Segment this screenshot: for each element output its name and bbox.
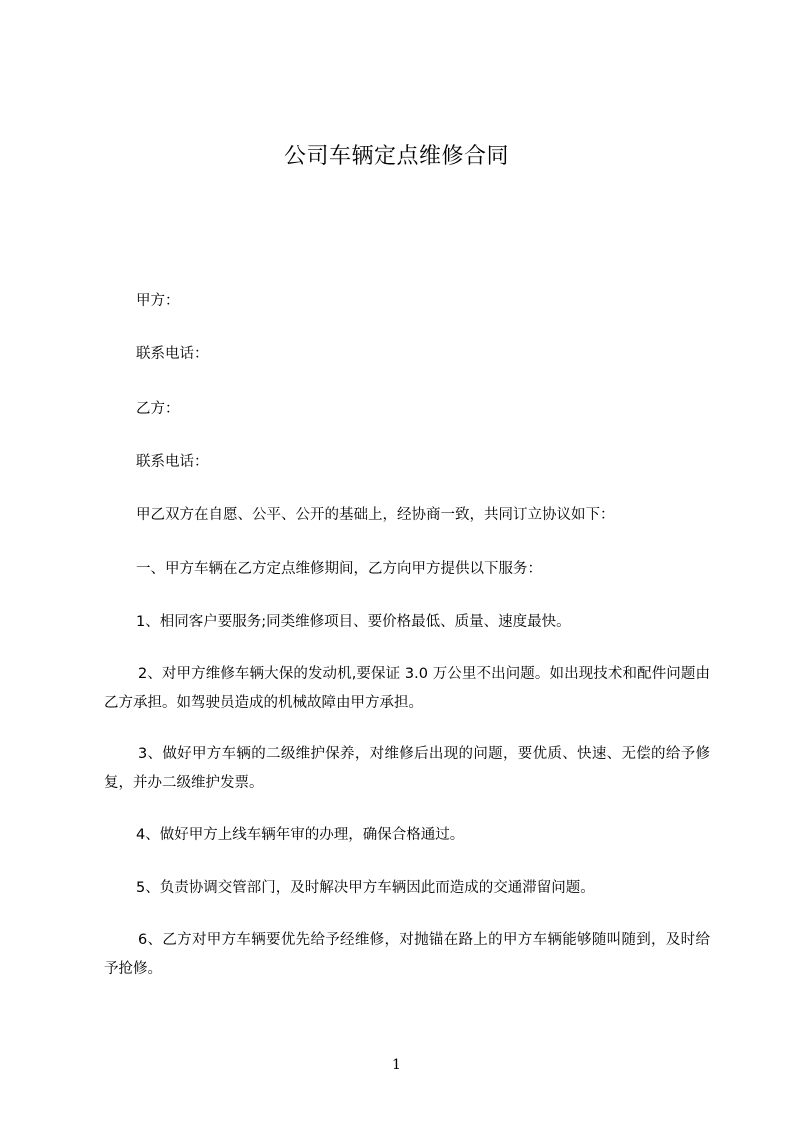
page-number: 1 — [392, 1057, 401, 1073]
party-a-label: 甲方： — [136, 293, 180, 309]
section-1-heading: 一、甲方车辆在乙方定点维修期间，乙方向甲方提供以下服务： — [136, 561, 542, 577]
preamble: 甲乙双方在自愿、公平、公开的基础上，经协商一致，共同订立协议如下： — [136, 507, 615, 523]
clause-4: 4、做好甲方上线车辆年审的办理，确保合格通过。 — [136, 827, 465, 843]
party-b-label: 乙方： — [136, 401, 180, 417]
clause-5: 5、负责协调交管部门，及时解决甲方车辆因此而造成的交通滞留问题。 — [136, 880, 595, 896]
clause-1: 1、相同客户要服务;同类维修项目、要价格最低、质量、速度最快。 — [136, 614, 571, 630]
clause-2: 2、对甲方维修车辆大保的发动机,要保证 3.0 万公里不出问题。如出现技术和配件问题由乙方承担。如驾驶员造成的机械故障由甲方承担。 — [104, 666, 710, 711]
party-b-phone-label: 联系电话： — [136, 454, 209, 470]
clause-6: 6、乙方对甲方车辆要优先给予经维修，对抛锚在路上的甲方车辆能够随叫随到，及时给予抢修。 — [104, 932, 710, 977]
contract-title: 公司车辆定点维修合同 — [283, 144, 509, 169]
clause-3: 3、做好甲方车辆的二级维护保养，对维修后出现的问题，要优质、快速、无偿的给予修复，并办二级维护发票。 — [104, 746, 710, 791]
party-a-phone-label: 联系电话： — [136, 346, 209, 362]
